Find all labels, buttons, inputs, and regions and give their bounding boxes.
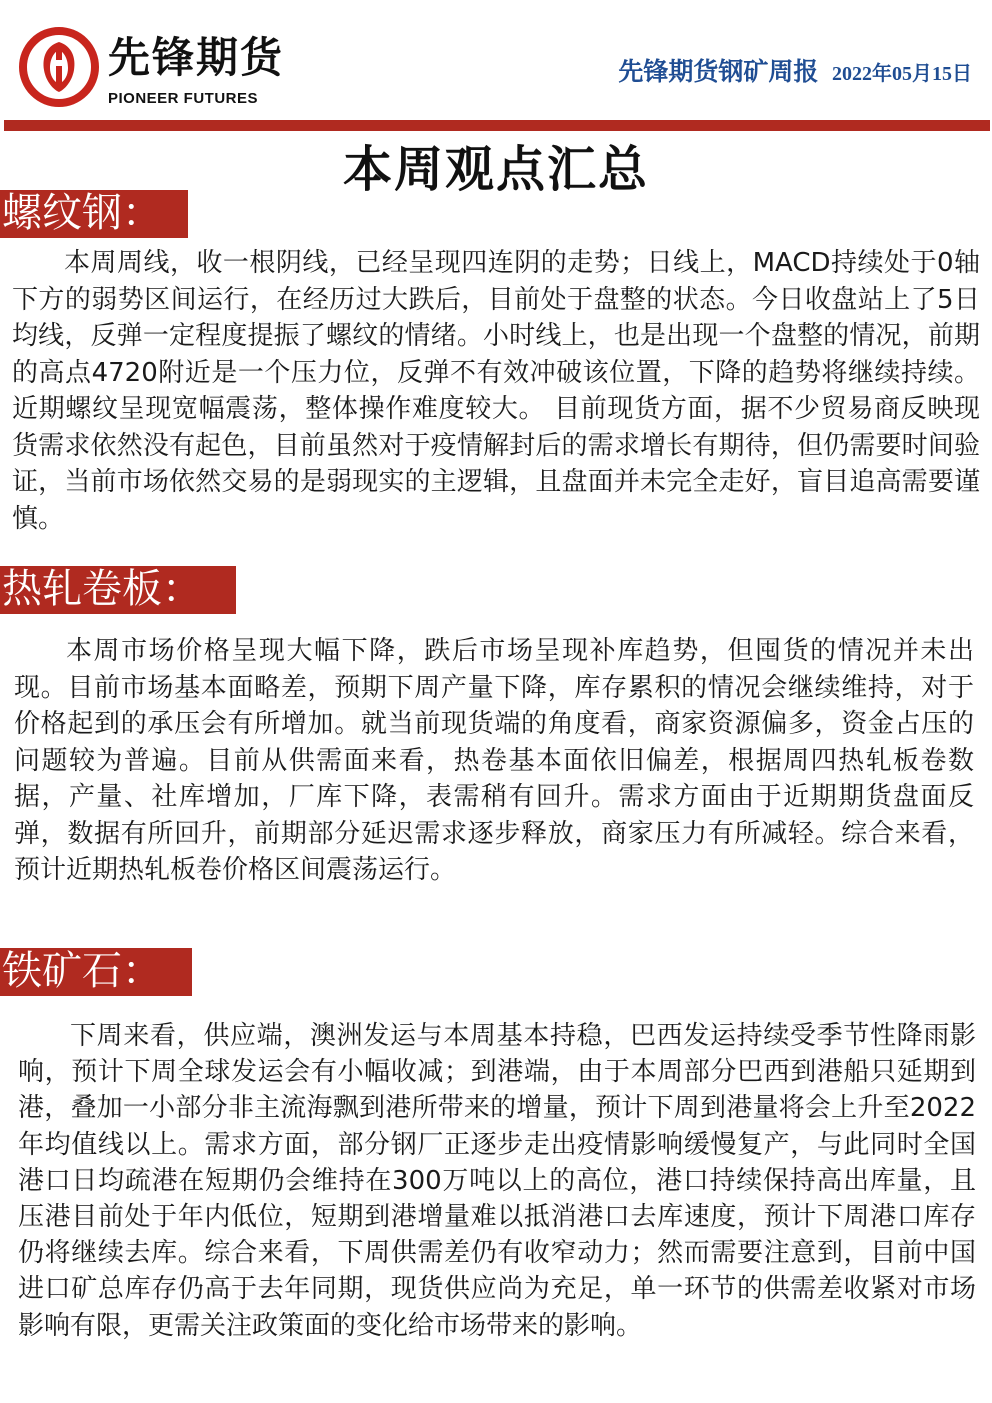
company-logo bbox=[18, 26, 298, 116]
report-title bbox=[618, 52, 972, 88]
logo-english-text: PIONEER FUTURES bbox=[108, 90, 259, 107]
pioneer-logo-icon bbox=[18, 26, 100, 108]
header-divider bbox=[4, 120, 990, 131]
page-title: 本周观点汇总 bbox=[342, 141, 649, 198]
section-text-rebar: 本周周线，收一根阴线，已经呈现四连阴的走势；日线上，MACD持续处于0轴下方的弱势区间运行，在经历过大跌后，目前处于盘整的状态。今日收盘站上了5日均线，反弹一定程度提振了螺纹的情绪。小时线上，也是出现一个盘整的情况，前期的高点4720附近是一个压力位，反弹不有效冲破该位置，下降的趋势将继续持续。近期螺纹呈现宽幅震荡，整体操作难度较大。 目前现货方面，据不少贸易商反映现货需求依然没有起色，目前虽然对于疫情解封后的需求增长有期待，但仍需要时间验证，当前市场依然交易的是弱现实的主逻辑，且盘面并未完全走好，盲目追高需要谨慎。 bbox=[12, 248, 980, 534]
report-name: 先锋期货钢矿周报 bbox=[618, 57, 819, 86]
section-text-hot-rolled-coil: 本周市场价格呈现大幅下降，跌后市场呈现补库趋势，但囤货的情况并未出现。目前市场基本面略差，预期下周产量下降，库存累积的情况会继续维持，对于价格起到的承压会有所增加。就当前现货端的角度看，商家资源偏多，资金占压的问题较为普遍。目前从供需面来看，热卷基本面依旧偏差，根据周四热轧板卷数据，产量、社库增加，厂库下降，表需稍有回升。需求方面由于近期期货盘面反弹，数据有所回升，前期部分延迟需求逐步释放，商家压力有所减轻。综合来看，预计近期热轧板卷价格区间震荡运行。 bbox=[14, 636, 974, 885]
section-text-iron-ore: 下周来看，供应端，澳洲发运与本周基本持稳，巴西发运持续受季节性降雨影响，预计下周全球发运会有小幅收减；到港端，由于本周部分巴西到港船只延期到港，叠加一小部分非主流海飘到港所带来的增量，预计下周到港量将会上升至2022年均值线以上。需求方面，部分钢厂正逐步走出疫情影响缓慢复产，与此同时全国港口日均疏港在短期仍会维持在300万吨以上的高位，港口持续保持高出库量，且压港目前处于年内低位，短期到港增量难以抵消港口去库速度，预计下周港口库存仍将继续去库。综合来看，下周供需差仍有收窄动力；然而需要注意到，目前中国进口矿总库存仍高于去年同期，现货供应尚为充足，单一环节的供需差收紧对市场影响有限，更需关注政策面的变化给市场带来的影响。 bbox=[18, 1021, 976, 1341]
section-label-rebar: 螺纹钢： bbox=[0, 190, 188, 238]
report-date: 2022年05月15日 bbox=[832, 63, 972, 85]
section-label-hot-rolled-coil: 热轧卷板： bbox=[0, 566, 236, 614]
section-label-iron-ore: 铁矿石： bbox=[0, 948, 192, 996]
logo-chinese-text: 先锋期货 bbox=[108, 33, 285, 82]
page-header bbox=[0, 0, 992, 120]
